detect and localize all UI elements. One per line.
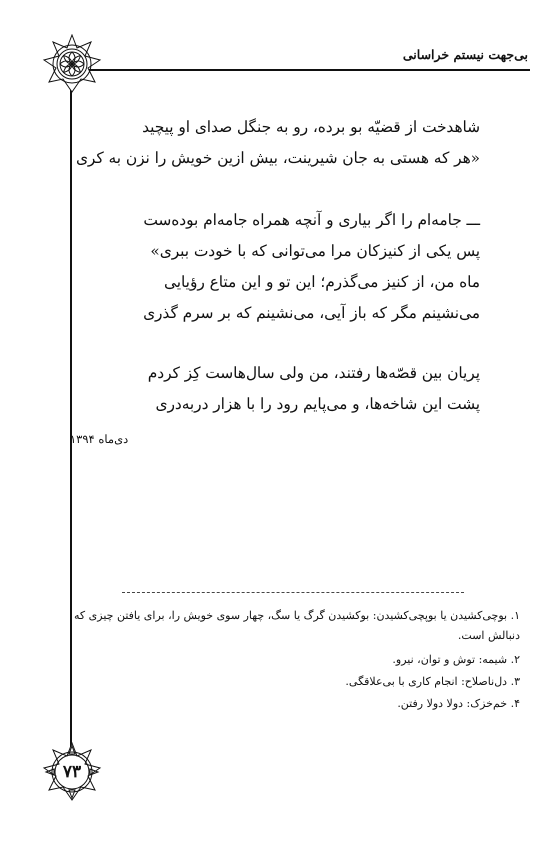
running-head: بی‌جهت نیستم خراسانی <box>402 47 528 62</box>
footnote: ۴. خم‌خزک: دولا دولا رفتن. <box>397 697 520 710</box>
verse-line: پشت این شاخه‌ها، و می‌پایم رود را با هزار دربه‌دری <box>155 395 480 413</box>
stanza <box>76 112 480 174</box>
poem-date: دی‌ماه ۱۳۹۴ <box>70 432 129 446</box>
page-number: ۷۳ <box>62 762 82 782</box>
verse-line: شاهدخت از قضیّه بو برده، رو به جنگل صدای او پیچید <box>142 118 480 136</box>
verse-line: ماه من، از کنیز می‌گذرم؛ این تو و این متاع رؤیایی <box>164 273 480 291</box>
ornament-icon <box>42 34 102 94</box>
header-rule <box>84 69 530 71</box>
footnotes <box>50 606 520 718</box>
verse-line: «هر که هستی به جان شیرینت، بیش ازین خویش را نزن به کری <box>75 149 480 167</box>
verse-line: می‌نشینم مگر که باز آیی، می‌نشینم که بر سرم گذری <box>143 304 480 322</box>
verse-line: پس یکی از کنیزکان مرا می‌توانی که با خودت ببری» <box>150 242 480 260</box>
footnote: ۳. دل‌ناصلاح: انجام کاری با بی‌علاقگی. <box>345 675 520 688</box>
footnote-divider <box>122 592 464 593</box>
stanza <box>143 205 480 329</box>
stanza <box>148 358 480 420</box>
footnote: ۲. شیمه: توش و توان، نیرو. <box>392 653 520 666</box>
verse-line: پریان بین قصّه‌ها رفتند، من ولی سال‌هاست کِز کردم <box>147 364 480 382</box>
footnote: ۱. بوچی‌کشیدن یا بوپچی‌کشیدن: بوکشیدن گرگ یا سگ، چهار سوی خویش را، برای یافتن چیزی که دنبالش است. <box>74 609 520 642</box>
verse-line: ـــ جامه‌ام را اگر بیاری و آنچه همراه جامه‌ام بوده‌ست <box>143 211 480 229</box>
